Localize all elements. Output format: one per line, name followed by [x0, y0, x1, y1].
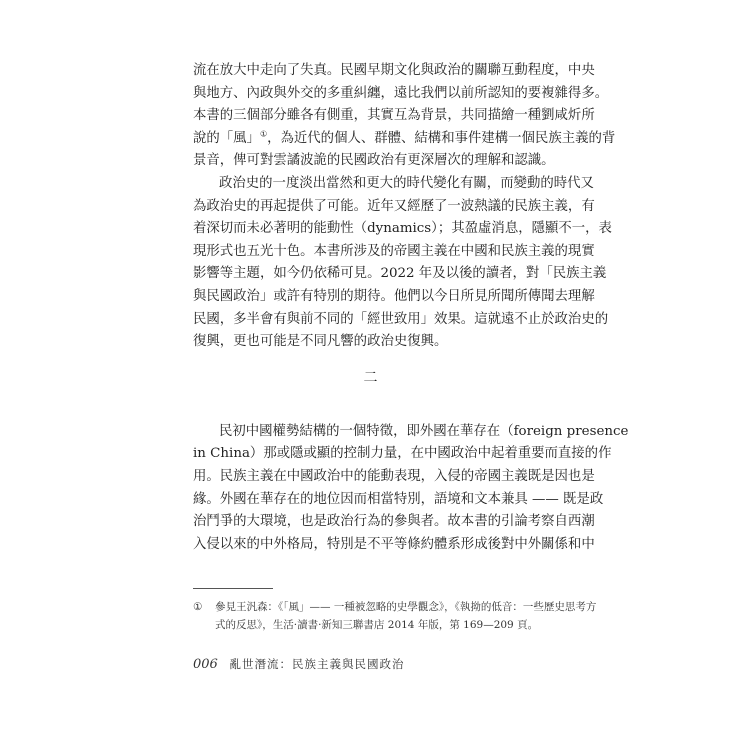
page-number: 006 [193, 657, 218, 672]
body-text [193, 60, 629, 556]
footnote-continuation: 式的反思》，生活·讀書·新知三聯書店 2014 年版，第 169—209 頁。 [215, 619, 539, 631]
paragraph-line: 為政治史的再起提供了可能。近年又經歷了一波熱議的民族主義，有 [193, 198, 595, 214]
paragraph-line: 民國，多半會有與前不同的「經世致用」效果。這就遠不止於政治史的 [193, 311, 609, 327]
paragraph-line: 治鬥爭的大環境，也是政治行為的參與者。故本書的引論考察自西潮 [193, 514, 595, 530]
section-heading-text: 二 [363, 369, 380, 386]
footnote-marker: ① [193, 601, 203, 613]
section-gap [193, 399, 550, 421]
footnote-reference-marker[interactable]: ① [259, 129, 268, 139]
running-book-title: 亂世潛流：民族主義與民國政治 [229, 657, 405, 671]
paragraph-line: 政治史的一度淡出當然和更大的時代變化有關，而變動的時代又 [219, 175, 594, 191]
paragraph-line [193, 128, 616, 151]
paragraph-2 [193, 173, 612, 354]
paragraph-1 [193, 60, 616, 173]
paragraph-line-segment: ，為近代的個人、群體、結構和事件建構一個民族主義的背 [267, 130, 616, 146]
paragraph-line: 景音，俾可對雲譎波詭的民國政治有更深層次的理解和認識。 [193, 153, 555, 169]
paragraph-line-segment: 說的「風」 [193, 130, 260, 146]
paragraph-line: 民初中國權勢結構的一個特徵，即外國在華存在（foreign presence [219, 423, 629, 439]
paragraph-line: 與民國政治」或許有特別的期待。他們以今日所見所聞所傳聞去理解 [193, 288, 595, 304]
paragraph-line: 着深切而未必著明的能動性（dynamics）；其盈虛消息，隱顯不一，表 [193, 221, 612, 237]
paragraph-line: 與地方、內政與外交的多重糾纏，遠比我們以前所認知的要複雜得多。 [193, 85, 609, 101]
paragraph-line: 入侵以來的中外格局，特別是不平等條約體系形成後對中外關係和中 [193, 536, 595, 552]
footnote [193, 598, 597, 634]
footnote-divider [193, 588, 273, 589]
paragraph-line: 影響等主題，如今仍依稀可見。2022 年及以後的讀者，對「民族主義 [193, 266, 607, 282]
paragraph-line: 本書的三個部分雖各有側重，其實互為背景，共同描繪一種劉咸炘所 [193, 108, 595, 124]
footnote-first-line [193, 598, 597, 616]
paragraph-line: 現形式也五光十色。本書所涉及的帝國主義在中國和民族主義的現實 [193, 243, 595, 259]
running-footer [193, 656, 404, 672]
paragraph-line: 緣。外國在華存在的地位因而相當特別，語境和文本兼具 —— 既是政 [193, 491, 604, 507]
section-heading [193, 354, 550, 399]
paragraph-line: 用。民族主義在中國政治中的能動表現，入侵的帝國主義既是因也是 [193, 468, 595, 484]
paragraph-3 [193, 421, 629, 557]
paragraph-line: in China）那或隱或顯的控制力量，在中國政治中起着重要而直接的作 [193, 446, 612, 462]
footnote-text: 參見王汎森：《「風」—— 一種被忽略的史學觀念》，《執拗的低音：一些歷史思考方 [215, 601, 597, 613]
paragraph-line: 流在放大中走向了失真。民國早期文化與政治的關聯互動程度，中央 [193, 63, 595, 78]
paragraph-line: 復興，更也可能是不同凡響的政治史復興。 [193, 334, 448, 350]
